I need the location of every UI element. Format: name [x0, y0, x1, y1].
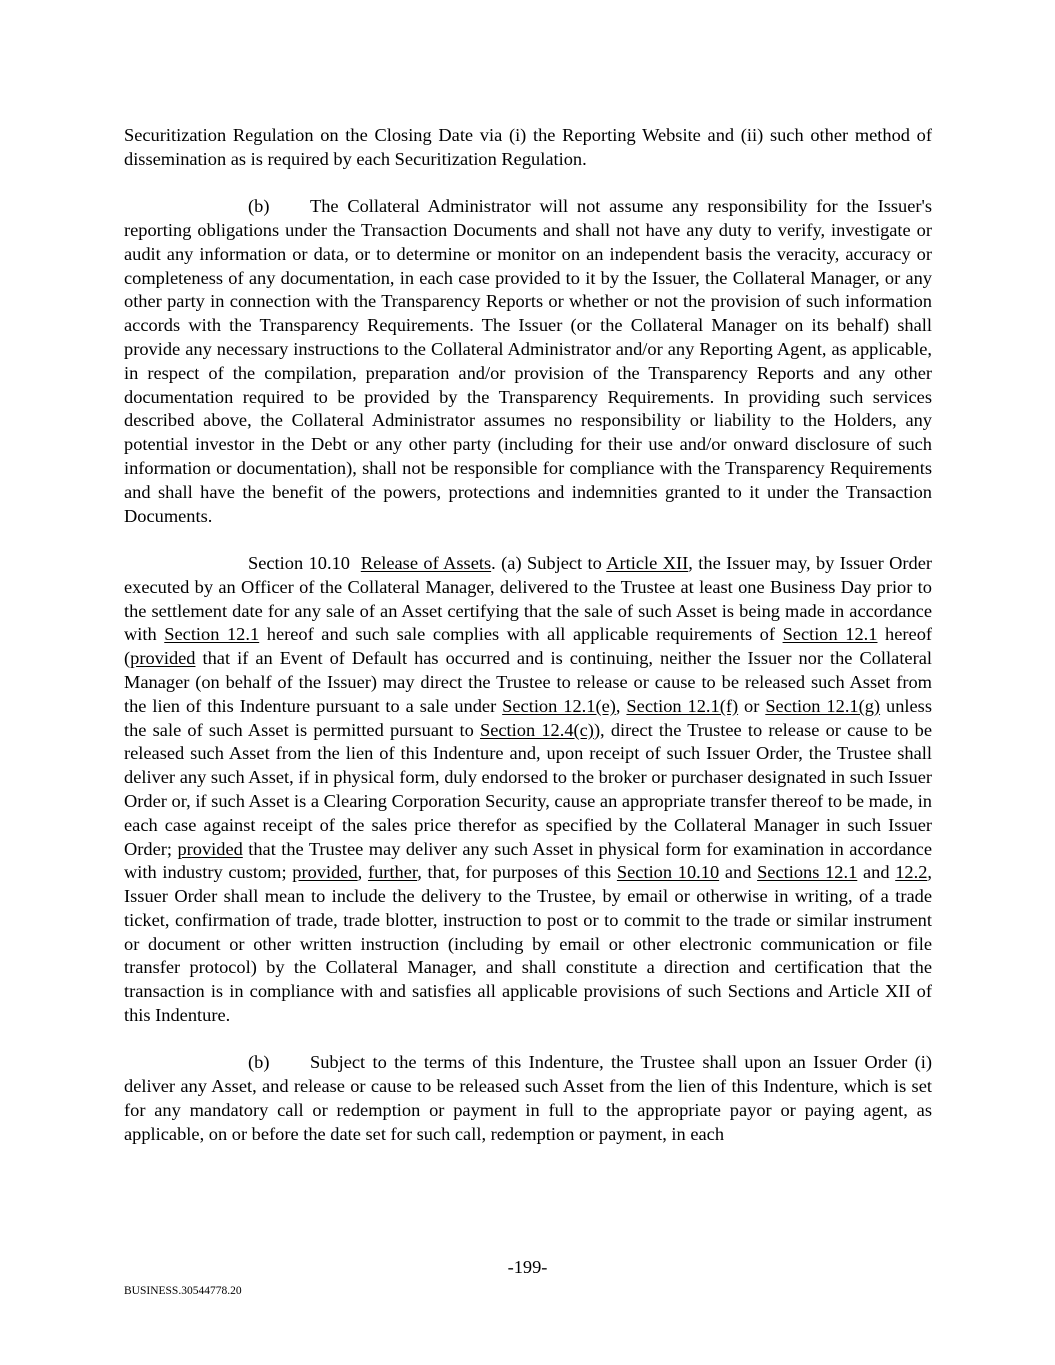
text-run: , that, for purposes of this — [417, 862, 617, 883]
further-term: further — [367, 862, 418, 883]
page-number: -199- — [507, 1257, 548, 1277]
ref-section-12-1-e: Section 12.1(e) — [502, 695, 616, 716]
paragraph-text: Subject to the terms of this Indenture, the Trustee shall upon an Issuer Order (i) deliver any Asset, and release or cause to be released such Asset from the lien of this Indenture, which is set for any mandatory call or redemption or payment in full to the appropriate payor or paying agent, as applicable, on or before the date set for such call, redemption or payment, in each — [124, 1052, 932, 1144]
text-run: ), direct the Trustee to release or cause to be released such Asset from the lien of this Indenture and, upon receipt of such Issuer Order, the Trustee shall deliver any such Asset, if in physical form, duly endorsed to the broker or purchaser designated in such Issuer Order or, if such Asset is a Clearing Corporation Security, cause an appropriate transfer thereof to be made, in each case against receipt of the sales price therefor as specified by the Collateral Manager in such Issuer Order; — [124, 719, 932, 859]
text-run: and — [857, 862, 896, 883]
text-run: , the Issuer may, by Issuer Order executed by an Officer of the Collateral Manager, delivered to the Trustee at least one Business Day prior to the settlement date for any sale of an Asset certifying that the sale of such Asset is being made in accordance with — [124, 552, 933, 645]
ref-sections-12-1: Sections 12.1 — [757, 862, 858, 883]
document-body — [124, 124, 932, 1170]
text-run: and — [719, 862, 758, 883]
ref-section-12-1: Section 12.1 — [782, 624, 878, 645]
paragraph-b-collateral-administrator — [124, 195, 932, 528]
text-run: , Issuer Order shall mean to include the delivery to the Trustee, by email or otherwise in writing, of a trade ticket, confirmation of trade, trade blotter, instruction to post or to commit to the trade or similar instrument or document or other written instruction (including by email or other electronic communication or file transfer protocol) by the Collateral Manager, and shall constitute a direction and certification that the transaction is in compliance with and satisfies all applicable provisions of such Sections and Article XII of this Indenture. — [124, 862, 933, 1026]
section-10-10-paragraph — [124, 552, 932, 1028]
ref-section-12-4-c: Section 12.4(c) — [479, 719, 594, 740]
ref-section-12-2: 12.2 — [895, 862, 928, 883]
text-run: that if an Event of Default has occurred and is continuing, neither the Issuer nor the Collateral Manager (on behalf of the Issuer) may direct the Trustee to release or cause to be released such Asset from the lien of this Indenture pursuant to a sale under — [124, 648, 932, 716]
text-run: hereof and such sale complies with all applicable requirements of — [259, 624, 783, 645]
paragraph-continuation — [124, 124, 932, 172]
section-title: Release of Assets — [360, 552, 492, 573]
ref-section-10-10: Section 10.10 — [616, 862, 720, 883]
text-run: unless the sale of such Asset is permitted pursuant to — [124, 695, 932, 740]
paragraph-b-subject-to-terms — [124, 1051, 932, 1146]
subsection-label: (b) — [248, 1052, 270, 1073]
ref-section-12-1-g: Section 12.1(g) — [765, 695, 881, 716]
text-run: , — [615, 695, 627, 716]
text-run: hereof ( — [124, 624, 933, 669]
document-id: BUSINESS.30544778.20 — [124, 1285, 242, 1297]
provided-term: provided — [130, 648, 196, 669]
text-run: , — [357, 862, 368, 883]
provided-term: provided — [292, 862, 358, 883]
paragraph-text: The Collateral Administrator will not assume any responsibility for the Issuer's reporting obligations under the Transaction Documents and shall not have any duty to verify, investigate or audit any information or data, or to determine or monitor on an independent basis the veracity, accuracy or completeness of any documentation, in each case provided to it by the Issuer, the Collateral Manager, or any other party in connection with the Transparency Reports or whether or not the provision of such information accords with the Transparency Requirements. The Issuer (or the Collateral Manager on its behalf) shall provide any necessary instructions to the Collateral Administrator and/or any Reporting Agent, as applicable, in respect of the compilation, preparation and/or provision of the Transparency Reports and any other documentation required to be provided by the Transparency Requirements. In providing such services described above, the Collateral Administrator assumes no responsibility or liability to the Holders, any potential investor in the Debt or any other party (including for their use and/or onward disclosure of such information or documentation), shall not be responsible for compliance with the Transparency Requirements and shall have the benefit of the powers, protections and indemnities granted to it under the Transaction Documents. — [124, 196, 932, 526]
provided-term: provided — [177, 838, 243, 859]
ref-article-xii: Article XII — [606, 552, 689, 573]
section-number: Section 10.10 — [248, 552, 350, 573]
text-run: . (a) Subject to — [491, 552, 607, 573]
text-run: or — [738, 695, 766, 716]
subsection-label: (b) — [248, 196, 270, 217]
paragraph-text: Securitization Regulation on the Closing Date via (i) the Reporting Website and (ii) such other method of dissemination as is required by each Securitization Regulation. — [124, 125, 932, 169]
ref-section-12-1-f: Section 12.1(f) — [626, 695, 739, 716]
text-run: that the Trustee may deliver any such Asset in physical form for examination in accordance with industry custom; — [124, 838, 932, 883]
ref-section-12-1: Section 12.1 — [164, 624, 260, 645]
